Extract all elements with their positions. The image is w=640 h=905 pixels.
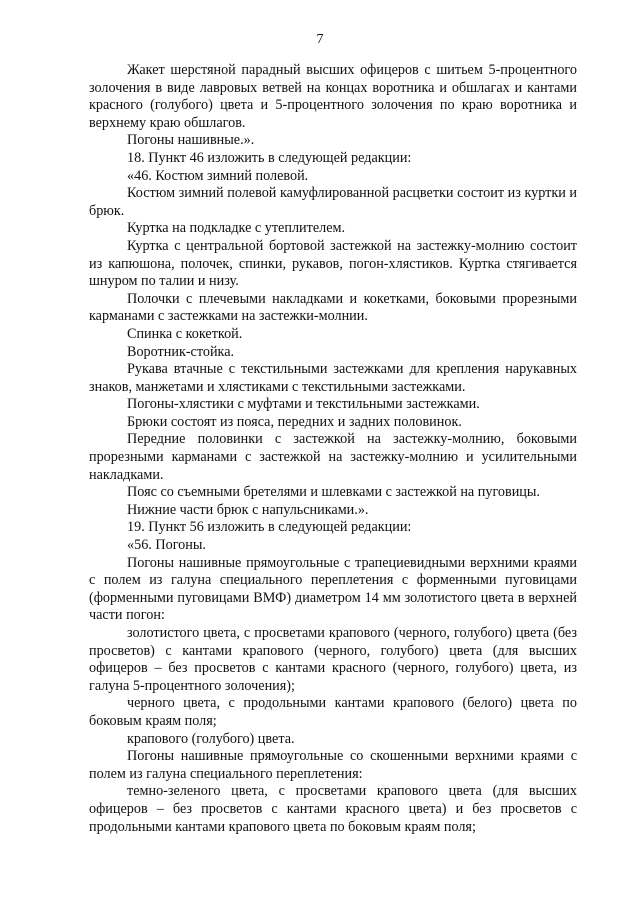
paragraph: Куртка на подкладке с утеплителем. bbox=[127, 220, 346, 237]
paragraph: Погоны-хлястики с муфтами и текстильными застежками. bbox=[127, 396, 480, 413]
paragraph: Спинка с кокеткой. bbox=[127, 325, 243, 342]
paragraph: Полочки с плечевыми накладками и кокетками, боковыми прорезными карманами с застежками на застежки-молнии. bbox=[89, 290, 577, 325]
paragraph: Куртка с центральной бортовой застежкой на застежку-молнию состоит из капюшона, полочек, спинки, рукавов, погон-хлястиков. Куртка стягивается шнуром по талии и низу. bbox=[89, 237, 577, 290]
paragraph: темно-зеленого цвета, с просветами крапового цвета (для высших офицеров – без просветов с кантами красного цвета) и без просветов с продольными кантами крапового цвета по боковым краям поля; bbox=[89, 783, 577, 835]
paragraph: Нижние части брюк с напульсниками.». bbox=[127, 501, 369, 518]
paragraph: Брюки состоят из пояса, передних и задних половинок. bbox=[127, 413, 462, 430]
paragraph: 18. Пункт 46 изложить в следующей редакции: bbox=[127, 149, 412, 166]
paragraph: «46. Костюм зимний полевой. bbox=[127, 167, 309, 184]
paragraph: Жакет шерстяной парадный высших офицеров с шитьем 5-процентного золочения в виде лавровых ветвей на концах воротника и обшлагах и кантами красного (голубого) цвета и 5-процентного золочения по краю воротника и верхнему краю обшлагов. bbox=[89, 62, 577, 131]
paragraph: «56. Погоны. bbox=[127, 537, 206, 554]
paragraph: Костюм зимний полевой камуфлированной расцветки состоит из куртки и брюк. bbox=[89, 185, 577, 219]
paragraph: Погоны нашивные прямоугольные со скошенными верхними краями с полем из галуна специального переплетения: bbox=[89, 748, 577, 782]
paragraph: золотистого цвета, с просветами крапового (черного, голубого) цвета (без просветов) с кантами крапового (черного, голубого) цвета (для высших офицеров – без просветов с кантами красного (черного, голубого) цвета, из галуна 5-процентного золочения); bbox=[89, 625, 577, 694]
paragraph: черного цвета, с продольными кантами крапового (белого) цвета по боковым краям поля; bbox=[89, 695, 577, 729]
document-body bbox=[89, 62, 577, 836]
paragraph: Погоны нашивные прямоугольные с трапециевидными верхними краями с полем из галуна специального переплетения с форменными пуговицами (форменными пуговицами ВМФ) диаметром 14 мм золотистого цвета в верхней части погон: bbox=[89, 554, 577, 624]
paragraph: Пояс со съемными бретелями и шлевками с застежкой на пуговицы. bbox=[127, 484, 540, 501]
paragraph: 19. Пункт 56 изложить в следующей редакции: bbox=[127, 519, 412, 536]
paragraph: крапового (голубого) цвета. bbox=[127, 730, 295, 747]
paragraph: Передние половинки с застежкой на застежку-молнию, боковыми прорезными карманами с застежкой на застежку-молнию и усилительными накладками. bbox=[89, 431, 577, 483]
paragraph: Погоны нашивные.». bbox=[127, 132, 255, 149]
page-number: 7 bbox=[316, 32, 324, 47]
paragraph: Воротник-стойка. bbox=[127, 343, 235, 360]
paragraph: Рукава втачные с текстильными застежками для крепления нарукавных знаков, манжетами и хлястиками с текстильными застежками. bbox=[89, 361, 577, 395]
